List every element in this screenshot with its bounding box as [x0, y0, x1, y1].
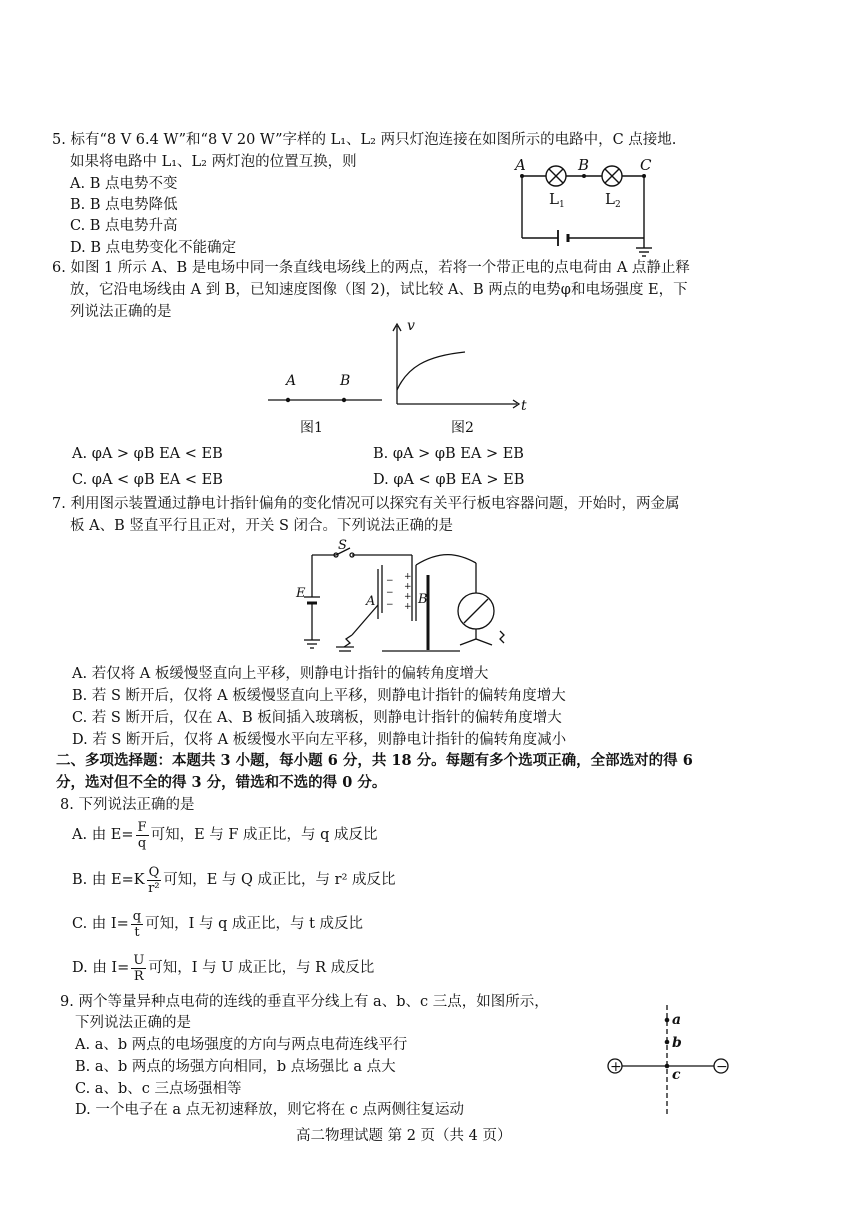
- q6-axis-v-label: v: [407, 318, 415, 334]
- q9-option-b: B. a、b 两点的场强方向相同，b 点场强比 a 点大: [75, 1059, 396, 1075]
- q6-option-b: B. φA > φB EA > EB: [373, 446, 524, 462]
- q7-plate-b-label: B: [418, 592, 428, 607]
- q6-option-d: D. φA < φB EA > EB: [373, 472, 525, 488]
- svg-text:−: −: [386, 600, 394, 610]
- q9-option-d: D. 一个电子在 a 点无初速释放，则它将在 c 点两侧往复运动: [75, 1102, 465, 1118]
- q9-charges-figure: [600, 1000, 740, 1120]
- q5-circuit-figure: [510, 158, 660, 258]
- svg-text:+: +: [404, 572, 412, 582]
- q6-stem-line2: 放，它沿电场线由 A 到 B，已知速度图像（图 2)，试比较 A、B 两点的电势φ和电场强度 E，下: [70, 282, 688, 298]
- q7-option-b: B. 若 S 断开后，仅将 A 板缓慢竖直向上平移，则静电计指针的偏转角度增大: [72, 688, 566, 704]
- q7-stem-line1: 7. 利用图示装置通过静电计指针偏角的变化情况可以探究有关平行板电容器问题，开始时，两金属: [52, 496, 680, 512]
- q9-minus-charge: −: [716, 1059, 728, 1075]
- q7-stem-line2: 板 A、B 竖直平行且正对，开关 S 闭合。下列说法正确的是: [70, 518, 453, 534]
- q9-point-c: c: [672, 1067, 681, 1083]
- q8-option-a: A. 由 E= $\frac{F}{q}$ 可知，E 与 F 成正比，与 q 成反比: [72, 819, 378, 851]
- q6-axis-t-label: t: [521, 398, 527, 414]
- q7-option-d: D. 若 S 断开后，仅将 A 板缓慢水平向左平移，则静电计指针的偏转角度减小: [72, 732, 567, 748]
- q9-stem-line1: 9. 两个等量异种点电荷的连线的垂直平分线上有 a、b、c 三点，如图所示，: [60, 994, 549, 1010]
- q5-option-a: A. B 点电势不变: [70, 176, 178, 192]
- q9-stem-line2: 下列说法正确的是: [75, 1015, 191, 1031]
- page-footer: 高二物理试题 第 2 页（共 4 页）: [296, 1128, 512, 1144]
- q6-fig1-caption: 图1: [300, 420, 323, 436]
- q5-option-d: D. B 点电势变化不能确定: [70, 240, 237, 256]
- q6-fig1-b: B: [340, 373, 351, 389]
- q7-capacitor-apparatus: [290, 535, 520, 660]
- q6-field-line-figure: [260, 365, 390, 435]
- section2-heading-line2: 分，选对但不全的得 3 分，错选和不选的得 0 分。: [56, 774, 387, 791]
- q7-battery-e-label: E: [296, 586, 306, 601]
- q6-fig1-a: A: [286, 373, 297, 389]
- svg-text:−: −: [386, 588, 394, 598]
- q8-option-d: D. 由 I= $\frac{U}{R}$ 可知，I 与 U 成正比，与 R 成反比: [72, 952, 375, 984]
- q6-fig2-caption: 图2: [451, 420, 474, 436]
- q6-velocity-graph: [385, 318, 535, 436]
- svg-text:+: +: [404, 582, 412, 592]
- svg-text:+: +: [404, 602, 412, 612]
- q6-option-c: C. φA < φB EA < EB: [72, 472, 223, 488]
- q9-option-a: A. a、b 两点的电场强度的方向与两点电荷连线平行: [75, 1037, 408, 1053]
- q5-point-a-label: A: [515, 156, 526, 174]
- q5-stem-line1: 5. 标有“8 V 6.4 W”和“8 V 20 W”字样的 L₁、L₂ 两只灯泡连接在如图所示的电路中，C 点接地.: [52, 132, 677, 148]
- q9-point-b: b: [672, 1035, 682, 1051]
- q5-lamp1-label: $L_1$: [549, 190, 565, 210]
- q7-option-c: C. 若 S 断开后，仅在 A、B 板间插入玻璃板，则静电计指针的偏转角度增大: [72, 710, 562, 726]
- q8-stem: 8. 下列说法正确的是: [60, 797, 195, 813]
- q6-stem-line1: 6. 如图 1 所示 A、B 是电场中同一条直线电场线上的两点，若将一个带正电的点电荷由 A 点静止释: [52, 260, 690, 276]
- q7-plate-a-label: A: [366, 594, 376, 609]
- q5-option-c: C. B 点电势升高: [70, 218, 178, 234]
- q5-lamp2-label: $L_2$: [605, 190, 621, 210]
- q9-point-a: a: [672, 1012, 682, 1028]
- section2-heading-line1: 二、多项选择题：本题共 3 小题，每小题 6 分，共 18 分。每题有多个选项正确，全部选对的得 6: [56, 752, 693, 769]
- q5-point-c-label: C: [640, 156, 652, 174]
- q5-point-b-label: B: [578, 156, 590, 174]
- q9-plus-charge: +: [610, 1059, 622, 1075]
- q6-stem-line3: 列说法正确的是: [70, 304, 172, 320]
- svg-text:+: +: [404, 592, 412, 602]
- q9-option-c: C. a、b、c 三点场强相等: [75, 1081, 242, 1097]
- q7-switch-s-label: S: [338, 538, 347, 553]
- q5-stem-line2: 如果将电路中 L₁、L₂ 两灯泡的位置互换，则: [70, 154, 357, 170]
- q8-option-c: C. 由 I= $\frac{q}{t}$ 可知，I 与 q 成正比，与 t 成反比: [72, 908, 364, 940]
- q5-option-b: B. B 点电势降低: [70, 197, 178, 213]
- q6-option-a: A. φA > φB EA < EB: [72, 446, 223, 462]
- q8-option-b: B. 由 E=K $\frac{Q}{\text{r²}}$ 可知，E 与 Q 成正比，与 r² 成反比: [72, 864, 396, 896]
- svg-text:−: −: [386, 576, 394, 586]
- q7-option-a: A. 若仅将 A 板缓慢竖直向上平移，则静电计指针的偏转角度增大: [72, 666, 489, 682]
